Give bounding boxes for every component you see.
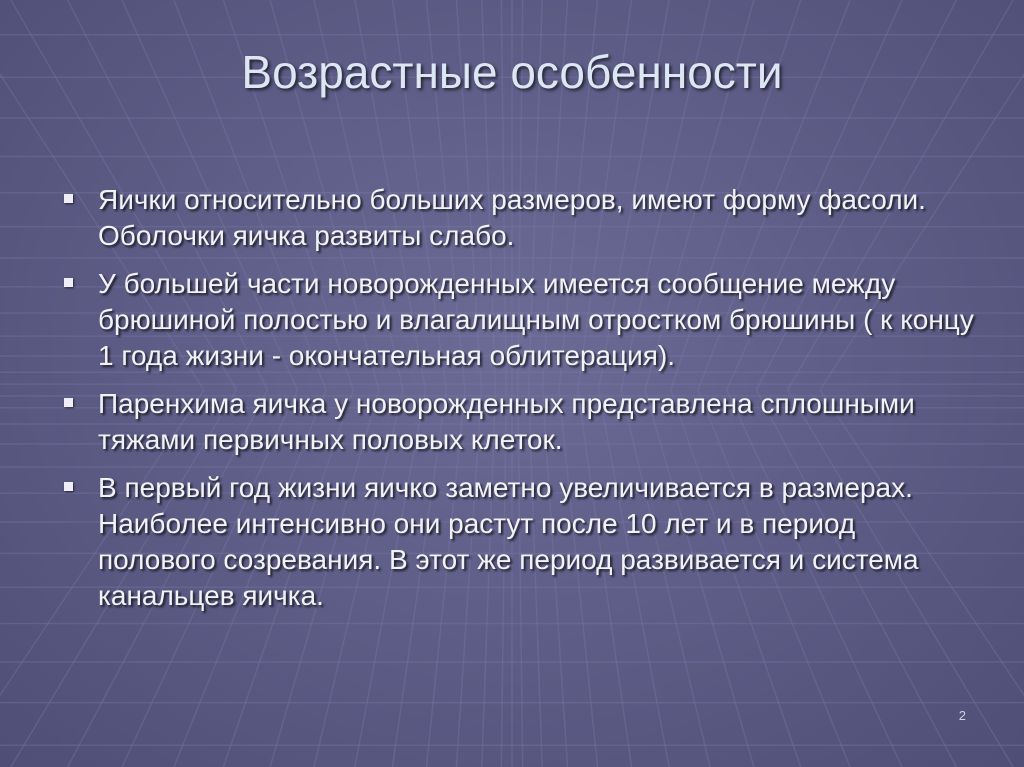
bullet-text: Паренхима яичка у новорожденных представлена сплошными тяжами первичных половых клеток.	[98, 388, 915, 455]
bullet-text: В первый год жизни яичко заметно увеличивается в размерах. Наиболее интенсивно они растут после 10 лет и в период полового созревания. В этот же период развивается и система канальцев яичка.	[98, 472, 919, 611]
bullet-text: У большей части новорожденных имеется сообщение между брюшиной полостью и влагалищным отростком брюшины ( к концу 1 года жизни - окончательная облитерация).	[98, 268, 974, 371]
square-bullet-icon	[64, 398, 73, 407]
bullet-item	[60, 182, 980, 254]
square-bullet-icon	[64, 278, 73, 287]
square-bullet-icon	[64, 482, 73, 491]
bullet-item	[60, 266, 980, 374]
page-number: 2	[958, 708, 966, 723]
slide-title: Возрастные особенности	[241, 46, 783, 98]
bullet-list	[60, 182, 980, 626]
bullet-item	[60, 386, 980, 458]
bullet-text: Яички относительно больших размеров, имеют форму фасоли. Оболочки яичка развиты слабо.	[98, 184, 926, 251]
bullet-item	[60, 470, 980, 614]
square-bullet-icon	[64, 194, 73, 203]
